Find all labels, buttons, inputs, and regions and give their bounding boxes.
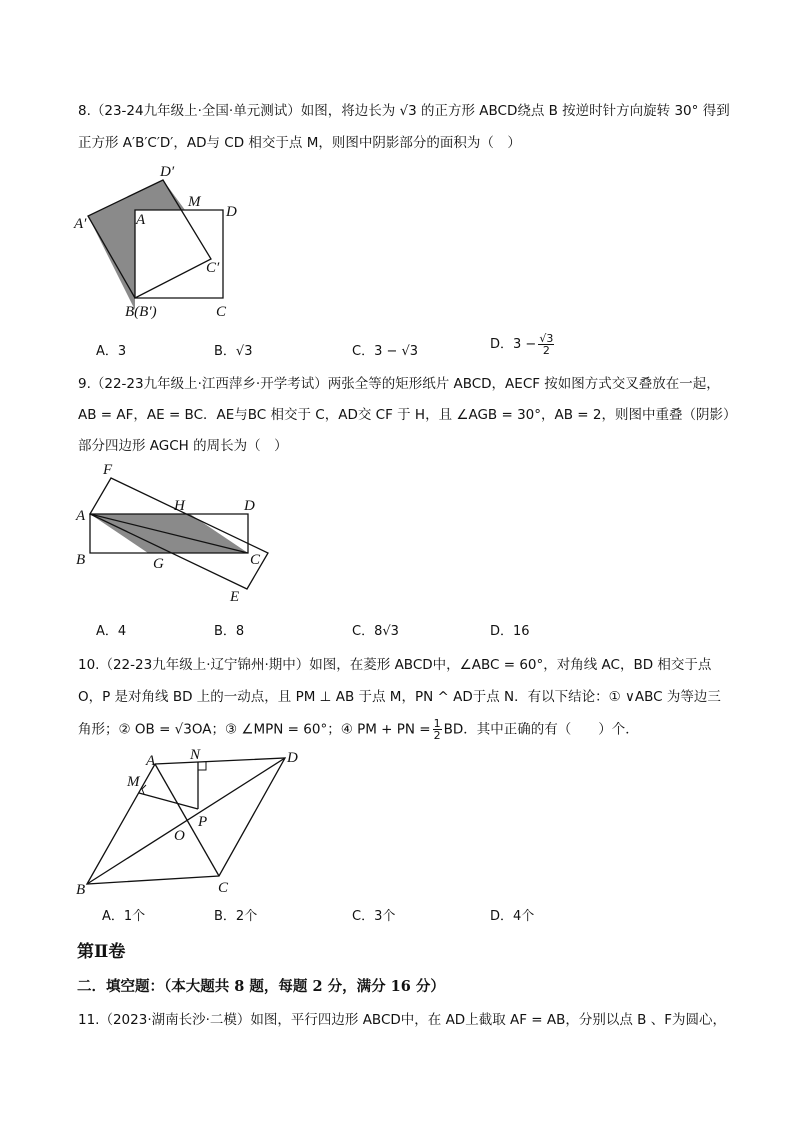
q9-option-d[interactable]: D．16 [490,624,530,639]
q8-figure [70,158,250,323]
q9-option-b[interactable]: B．8 [214,624,245,639]
q8-label-D: D [226,204,237,220]
q9-option-c[interactable]: C．8√3 [352,624,399,639]
q10-label-A: A [146,753,156,769]
q8-option-d[interactable] [490,333,556,356]
q10-option-d[interactable]: D．4个 [490,909,535,924]
q9-label-A: A [76,508,86,524]
q10-text-line3-a: 角形；② OB = √3OA；③ ∠MPN = 60°；④ PM + PN = [78,721,431,738]
q8-square-abcd [135,210,223,298]
q9-label-H: H [174,498,185,514]
q8-text-line1: 8.（23-24九年级上·全国·单元测试）如图，将边长为 √3 的正方形 ABCD绕点 B 按逆时针方向旋转 30° 得到 [78,103,730,119]
q10-label-N: N [190,748,201,763]
q9-label-F: F [103,462,113,478]
q9-figure [70,460,270,605]
q8-option-b[interactable]: B．√3 [214,344,253,359]
q10-label-O: O [174,828,185,844]
q8-label-C: C [216,304,227,320]
q8-label-A: A [136,212,146,228]
q9-label-G: G [153,556,164,572]
q10-text-line3-b: BD．其中正确的有（ ）个． [443,721,639,738]
q9-label-E: E [230,589,240,605]
q10-right-angle-n [198,762,206,770]
q8-shaded-region [88,180,185,310]
q8-label-D1: D′ [160,164,175,180]
q10-label-M: M [127,774,140,790]
q10-text-line3 [78,718,639,741]
q10-label-C: C [218,880,229,896]
q9-label-B: B [76,552,86,568]
q10-diagonal-ac [155,764,219,876]
q10-figure [70,748,310,898]
q10-text-line1: 10.（22-23九年级上·辽宁锦州·期中）如图，在菱形 ABCD中，∠ABC = 60°，对角线 AC，BD 相交于点 [78,657,712,673]
q9-text-line3: 部分四边形 AGCH 的周长为（ ） [78,438,288,454]
q8-label-C1: C′ [206,260,220,276]
q8-text-line2: 正方形 A′B′C′D′，AD与 CD 相交于点 M，则图中阴影部分的面积为（ ） [78,135,521,151]
q10-option-c[interactable]: C．3个 [352,909,396,924]
section-title: 第Ⅱ卷 [77,942,126,962]
q8-option-a[interactable]: A．3 [96,344,127,359]
q8-option-c[interactable]: C．3 − √3 [352,344,419,359]
q9-option-a[interactable]: A．4 [96,624,127,639]
q10-label-B: B [76,882,86,898]
q9-text-line2: AB = AF，AE = BC．AE与BC 相交于 C，AD交 CF 于 H，且 ∠AGB = 30°，AB = 2，则图中重叠（阴影） [78,407,737,423]
q10-label-P: P [198,814,208,830]
q10-segment-pm [139,793,198,809]
q9-label-C: C [250,552,261,568]
q10-text-line2: O，P 是对角线 BD 上的一动点，且 PM ⊥ AB 于点 M，PN ^ AD于点 N．有以下结论：① ∨ABC 为等边三 [78,689,721,705]
q8-label-A1: A′ [74,216,87,232]
q11-text-line1: 11.（2023·湖南长沙·二模）如图，平行四边形 ABCD中，在 AD上截取 AF = AB，分别以点 B 、F为圆心， [78,1012,726,1028]
q8-label-B: B(B′) [125,304,157,320]
q8-label-M: M [188,194,201,210]
q10-label-D: D [287,750,298,766]
q10-diagonal-bd [87,758,285,884]
q10-option-a[interactable]: A．1个 [102,909,146,924]
q9-text-line1: 9.（22-23九年级上·江西萍乡·开学考试）两张全等的矩形纸片 ABCD，AECF 按如图方式交叉叠放在一起， [78,376,720,392]
q9-label-D: D [244,498,255,514]
q8-option-d-fraction: $\frac{√3}{2}$ [539,332,554,357]
section-heading: 二．填空题：（本大题共 8 题，每题 2 分，满分 16 分） [77,978,445,995]
q8-option-d-prefix: D．3 − [490,337,537,352]
q10-fraction: $\frac{1}{2}$ [433,717,441,742]
q10-option-b[interactable]: B．2个 [214,909,258,924]
